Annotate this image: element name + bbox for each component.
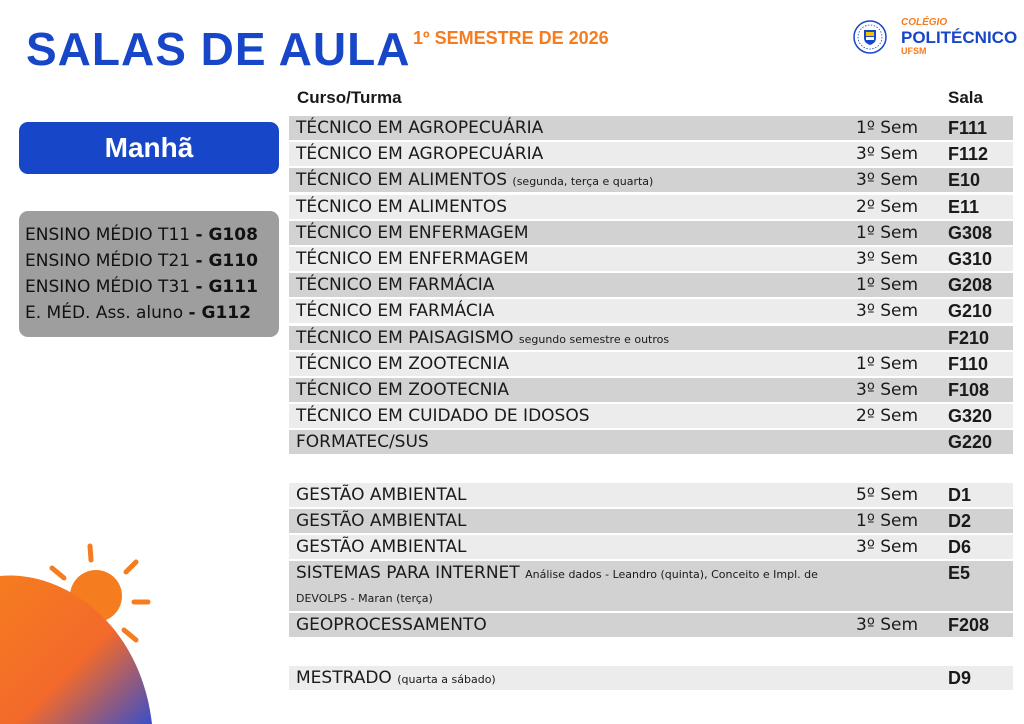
- row-note: (quarta a sábado): [397, 672, 496, 686]
- table-row: [289, 247, 1013, 271]
- table-row: [289, 221, 1013, 245]
- logo-line-2: POLITÉCNICO: [901, 28, 1018, 47]
- row-semester: 5º Sem: [856, 484, 919, 505]
- row-course: TÉCNICO EM ALIMENTOS: [296, 196, 507, 217]
- row-room: G310: [948, 248, 993, 269]
- row-semester: 1º Sem: [856, 275, 919, 296]
- table-row: [289, 352, 1013, 376]
- row-semester: 2º Sem: [856, 406, 919, 427]
- row-room: F111: [948, 118, 988, 138]
- row-semester: 3º Sem: [856, 170, 919, 191]
- row-semester: 1º Sem: [856, 510, 919, 531]
- table-row: [289, 613, 1013, 637]
- row-course: TÉCNICO EM ZOOTECNIA: [296, 353, 509, 374]
- row-note: Análise dados - Leandro (quinta), Conceito e Impl. de: [525, 568, 818, 582]
- row-semester: 3º Sem: [856, 537, 919, 557]
- row-room: G320: [948, 406, 993, 427]
- row-room: D9: [948, 667, 972, 688]
- side-item: [25, 222, 279, 248]
- row-course: TÉCNICO EM FARMÁCIA: [296, 275, 495, 296]
- table-row: [289, 430, 1013, 454]
- column-header-room: Sala: [948, 88, 983, 107]
- row-semester: 3º Sem: [856, 379, 919, 400]
- row-course: TÉCNICO EM ENFERMAGEM: [296, 248, 529, 269]
- table-row: [289, 509, 1013, 533]
- side-item: [25, 274, 279, 300]
- row-room: G308: [948, 222, 993, 243]
- row-room: F210: [948, 327, 990, 348]
- sun-icon: [0, 540, 160, 724]
- row-semester: 2º Sem: [856, 196, 919, 217]
- table-row: [289, 326, 1013, 350]
- row-course: TÉCNICO EM PAISAGISMO segundo semestre e outros: [296, 327, 670, 348]
- semester-label: 1º SEMESTRE DE 2026: [413, 28, 609, 48]
- row-course: GESTÃO AMBIENTAL: [296, 510, 467, 531]
- table-row: [289, 195, 1013, 219]
- row-note-continued: DEVOLPS - Maran (terça): [296, 592, 433, 606]
- row-room: D2: [948, 510, 972, 531]
- row-room: E10: [948, 170, 981, 191]
- side-item-room: - G110: [195, 251, 258, 271]
- row-course: TÉCNICO EM CUIDADO DE IDOSOS: [296, 406, 590, 427]
- row-semester: 1º Sem: [856, 353, 919, 374]
- column-header-course: Curso/Turma: [297, 88, 402, 107]
- row-course: TÉCNICO EM AGROPECUÁRIA: [296, 118, 544, 138]
- row-course: FORMATEC/SUS: [296, 432, 429, 453]
- row-room: D6: [948, 537, 972, 557]
- table-row: [289, 299, 1013, 323]
- table-row: [289, 168, 1013, 192]
- side-item-room: - G108: [195, 225, 258, 245]
- row-course: GEOPROCESSAMENTO: [296, 615, 487, 636]
- row-course: GESTÃO AMBIENTAL: [296, 537, 467, 557]
- row-room: E11: [948, 196, 980, 217]
- table-row: [289, 273, 1013, 297]
- side-item-label: E. MÉD. Ass. aluno: [25, 303, 189, 323]
- row-semester: 3º Sem: [856, 615, 919, 636]
- page-title: SALAS DE AULA: [26, 23, 411, 75]
- table-row: [289, 483, 1013, 507]
- row-course: SISTEMAS PARA INTERNET Análise dados - Leandro (quinta), Conceito e Impl. de: [296, 563, 818, 584]
- row-room: F208: [948, 615, 990, 636]
- row-room: F108: [948, 379, 990, 400]
- side-item-label: ENSINO MÉDIO T11: [25, 225, 196, 245]
- row-course: TÉCNICO EM ALIMENTOS (segunda, terça e quarta): [296, 170, 654, 191]
- side-item-room: - G112: [188, 303, 251, 323]
- row-note: (segunda, terça e quarta): [512, 175, 654, 189]
- row-room: F112: [948, 144, 989, 165]
- row-course: GESTÃO AMBIENTAL: [296, 484, 467, 505]
- school-logo: [853, 18, 1018, 58]
- row-course: MESTRADO (quarta a sábado): [296, 667, 496, 688]
- table-spacer: [289, 456, 1013, 480]
- table-spacer: [289, 640, 1013, 664]
- row-course: TÉCNICO EM AGROPECUÁRIA: [296, 144, 544, 165]
- row-note: segundo semestre e outros: [518, 332, 670, 346]
- side-item: [25, 248, 279, 274]
- row-room: G220: [948, 432, 993, 453]
- table-row: [289, 561, 1013, 611]
- row-semester: 3º Sem: [856, 248, 919, 269]
- row-course: TÉCNICO EM ENFERMAGEM: [296, 222, 529, 243]
- table-row: [289, 535, 1013, 559]
- side-item: [25, 300, 279, 326]
- side-item-label: ENSINO MÉDIO T21: [25, 251, 196, 271]
- table-row: [289, 404, 1013, 428]
- row-room: G210: [948, 301, 993, 322]
- row-room: G208: [948, 275, 993, 296]
- row-semester: 3º Sem: [856, 301, 919, 322]
- table-row: [289, 116, 1013, 140]
- row-room: E5: [948, 563, 971, 584]
- table-row: [289, 142, 1013, 166]
- ufsm-seal-icon: [853, 20, 887, 54]
- logo-line-1: COLÉGIO: [901, 17, 948, 28]
- rooms-table: [289, 116, 1013, 692]
- row-course: TÉCNICO EM FARMÁCIA: [296, 301, 495, 322]
- table-row: [289, 378, 1013, 402]
- side-item-label: ENSINO MÉDIO T31: [25, 277, 196, 297]
- row-semester: 3º Sem: [856, 144, 919, 165]
- row-semester: 1º Sem: [856, 222, 919, 243]
- row-semester: 1º Sem: [856, 118, 919, 138]
- side-item-room: - G111: [195, 277, 258, 297]
- logo-line-3: UFSM: [901, 46, 927, 56]
- row-course: TÉCNICO EM ZOOTECNIA: [296, 379, 509, 400]
- table-row: [289, 666, 1013, 690]
- row-room: D1: [948, 484, 972, 505]
- high-school-box: [19, 211, 279, 337]
- period-badge: Manhã: [19, 122, 279, 174]
- row-room: F110: [948, 353, 989, 374]
